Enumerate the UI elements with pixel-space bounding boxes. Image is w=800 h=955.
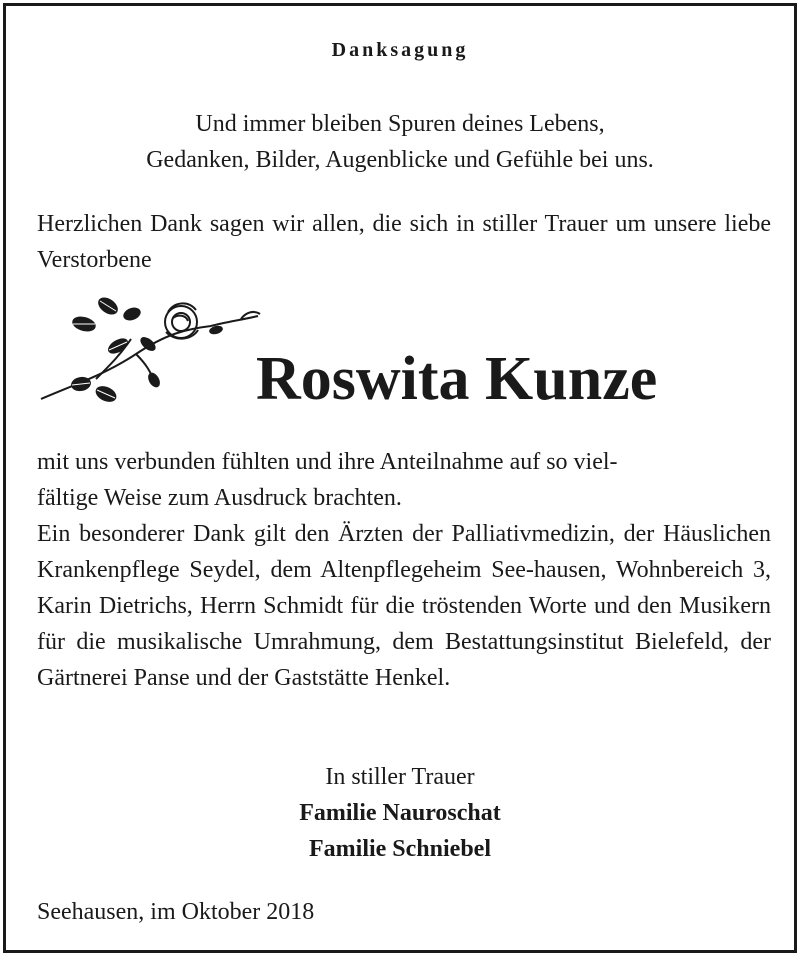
family-name-1: Familie Nauroschat xyxy=(299,800,501,826)
deceased-name: Roswita Kunze xyxy=(256,345,658,413)
closing-line: In stiller Trauer xyxy=(325,764,475,790)
motto xyxy=(6,106,794,178)
motto-line-1: Und immer bleiben Spuren deines Lebens, xyxy=(195,111,605,137)
place-date: Seehausen, im Oktober 2018 xyxy=(37,899,315,925)
thanks-text xyxy=(37,444,771,696)
special-thanks-paragraph: Ein besonderer Dank gilt den Ärzten der Palliativmedizin, der Häuslichen Krankenpflege Seydel, dem Altenpflegeheim See-hausen, Wohnbereich 3, Karin Dietrichs, Herrn Schmidt für die tröstenden Worte und den Musikern für die musikalische Umrahmung, dem Bestattungsinstitut Bielefeld, der Gärtnerei Panse und der Gaststätte Henkel. xyxy=(37,521,771,691)
family-name-2: Familie Schniebel xyxy=(309,836,491,862)
body-line-2: fältige Weise zum Ausdruck brachten. xyxy=(37,485,402,511)
obituary-border xyxy=(3,3,797,953)
intro-text: Herzlichen Dank sagen wir allen, die sich in stiller Trauer um unsere liebe Verstorbene xyxy=(37,211,771,273)
rose-branch-icon xyxy=(36,284,266,414)
closing-block xyxy=(6,759,794,867)
motto-line-2: Gedanken, Bilder, Augenblicke und Gefühle bei uns. xyxy=(146,147,654,173)
body-line-1: mit uns verbunden fühlten und ihre Anteilnahme auf so viel- xyxy=(37,449,618,475)
notice-heading: Danksagung xyxy=(331,39,469,61)
